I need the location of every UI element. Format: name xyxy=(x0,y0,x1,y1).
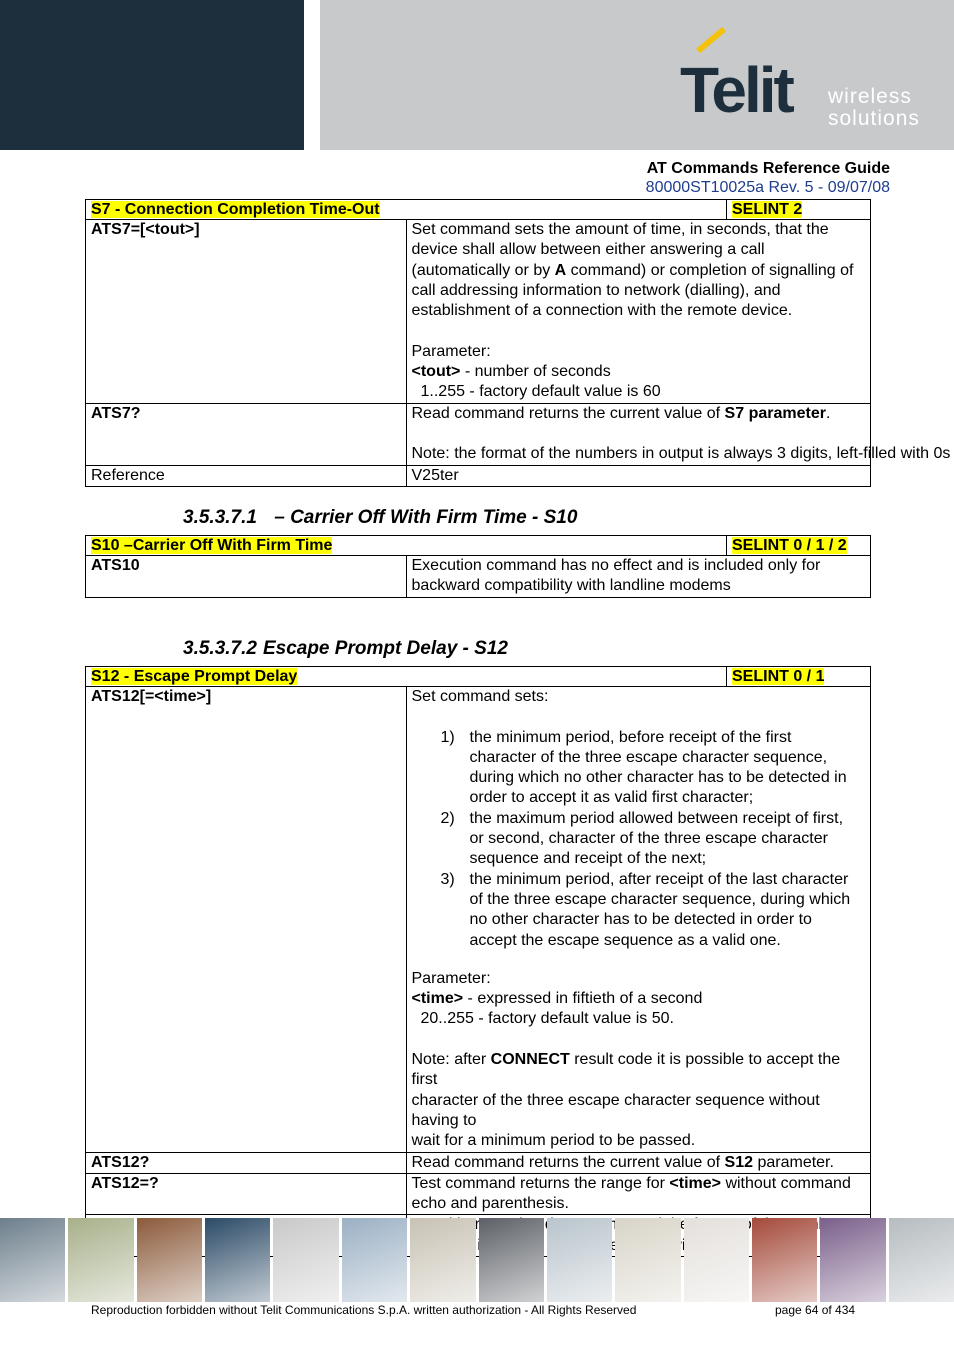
table-row xyxy=(86,1152,871,1173)
document-title: AT Commands Reference Guide xyxy=(646,160,890,177)
footer-photo-tile xyxy=(684,1218,749,1302)
footer-photo-tile xyxy=(0,1218,65,1302)
logo-tagline-line-1: wireless xyxy=(828,85,912,108)
command-cell: ATS12=? xyxy=(86,1173,407,1215)
command-cell: ATS12[=<time>] xyxy=(86,687,407,1153)
table-row xyxy=(86,220,871,404)
parameter-label: Parameter: xyxy=(411,969,491,987)
selint-badge: SELINT 2 xyxy=(732,201,803,218)
s10-command-table xyxy=(85,535,871,598)
section-number: 3.5.3.7.2 xyxy=(183,638,257,659)
table-title-cell xyxy=(86,200,727,220)
reference-value: V25ter xyxy=(406,465,871,486)
selint-badge: SELINT 0 / 1 xyxy=(732,668,825,685)
logo-wordmark: Telit xyxy=(680,54,792,126)
description-text: Read command returns the current value of S7 parameter. xyxy=(411,404,831,422)
parameter-line: <tout> - number of seconds xyxy=(411,363,611,381)
note-text: Note: the format of the numbers in output is always 3 digits, left-filled with 0s xyxy=(411,445,951,463)
footer-photo-tile xyxy=(410,1218,475,1302)
description-cell xyxy=(406,403,951,465)
selint-badge: SELINT 0 / 1 / 2 xyxy=(732,537,847,554)
footer-copyright: Reproduction forbidden without Telit Communications S.p.A. written authorization - All Rights Reserved xyxy=(91,1303,637,1317)
table-row xyxy=(86,556,871,598)
footer-photo-tile xyxy=(205,1218,270,1302)
description-cell: Execution command has no effect and is included only for backward compatibility with landline modems xyxy=(406,556,871,598)
section-heading-s10 xyxy=(183,507,577,529)
section-title: Escape Prompt Delay - S12 xyxy=(262,638,508,659)
command-cell: ATS12? xyxy=(86,1152,407,1173)
table-title-cell xyxy=(86,536,727,556)
s7-command-table xyxy=(85,199,951,487)
parameter-range: 20..255 - factory default value is 50. xyxy=(420,1010,674,1028)
footer-photo-tile xyxy=(820,1218,885,1302)
footer-photo-tile xyxy=(342,1218,407,1302)
footer-photo-tile xyxy=(547,1218,612,1302)
table-row xyxy=(86,1173,871,1215)
section-heading-s12 xyxy=(183,638,508,660)
list-item: 2) the maximum period allowed between receipt of first, or second, character of the three escape character sequence and receipt of the next; xyxy=(440,809,844,868)
description-cell xyxy=(406,687,871,1153)
list-item: 1) the minimum period, before receipt of the first character of the three escape character sequence, during which no other character has to be detected in order to accept it as valid first character; xyxy=(440,728,847,807)
parameter-line: <time> - expressed in fiftieth of a second xyxy=(411,990,703,1008)
list-item: 3) the minimum period, after receipt of the last character of the three escape character sequence, during which no other character has to be detected in order to accept the escape sequence as a valid one. xyxy=(440,870,851,949)
header-dark-panel xyxy=(0,0,304,150)
logo-tagline xyxy=(828,86,920,130)
telit-logo xyxy=(676,48,936,138)
footer-photo-tile xyxy=(68,1218,133,1302)
description-cell: Read command returns the current value of S12 parameter. xyxy=(406,1152,871,1173)
footer-photo-tile xyxy=(479,1218,544,1302)
note-line: Note: after CONNECT result code it is possible to accept the first xyxy=(411,1051,841,1089)
selint-cell xyxy=(727,200,871,220)
note-line: wait for a minimum period to be passed. xyxy=(411,1132,696,1150)
steps-list xyxy=(412,728,867,951)
footer-photo-tile xyxy=(615,1218,680,1302)
description-cell: of numbers xyxy=(406,1215,871,1257)
footer-photo-strip xyxy=(0,1218,954,1302)
table-row xyxy=(86,687,871,1153)
command-cell: ATS7? xyxy=(86,403,407,465)
footer-photo-tile xyxy=(137,1218,202,1302)
table-header-row xyxy=(86,667,871,687)
section-title: – Carrier Off With Firm Time - S10 xyxy=(268,507,578,528)
table-row xyxy=(86,465,871,486)
footer-photo-tile xyxy=(889,1218,954,1302)
table-title-cell xyxy=(86,667,727,687)
table-title: S10 –Carrier Off With Firm Time xyxy=(91,537,333,554)
note-line: character of the three escape character sequence without having to xyxy=(411,1091,820,1129)
selint-cell xyxy=(727,667,871,687)
table-title: S12 - Escape Prompt Delay xyxy=(91,668,298,685)
description-cell xyxy=(406,220,871,404)
logo-tagline-line-2: solutions xyxy=(828,107,920,130)
table-title: S7 - Connection Completion Time-Out xyxy=(91,201,380,218)
section-number: 3.5.3.7.1 xyxy=(183,507,257,528)
document-id: 80000ST10025a Rev. 5 - 09/07/08 xyxy=(645,179,890,196)
description-cell: Test command returns the range for <time> without command echo and parenthesis. xyxy=(406,1173,871,1215)
selint-cell xyxy=(727,536,871,556)
command-cell: ATS7=[<tout>] xyxy=(86,220,407,404)
footer-page-number: page 64 of 434 xyxy=(775,1303,856,1317)
table-header-row xyxy=(86,536,871,556)
footer-photo-tile xyxy=(273,1218,338,1302)
command-cell: ATS10 xyxy=(86,556,407,598)
reference-label: Reference xyxy=(86,465,407,486)
s12-command-table xyxy=(85,666,871,1257)
footer-photo-tile xyxy=(752,1218,817,1302)
document-header xyxy=(646,159,890,197)
description-text: Set command sets the amount of time, in seconds, that the device shall allow between either answering a call (automatically or by A command) or completion of signalling of call addressing information to network (dialling), and establishment of a connection with the remote device. xyxy=(411,221,854,320)
parameter-range: 1..255 - factory default value is 60 xyxy=(420,383,661,401)
table-header-row xyxy=(86,200,871,220)
table-row xyxy=(86,403,871,465)
parameter-label: Parameter: xyxy=(411,342,491,360)
description-text: Set command sets: xyxy=(411,688,549,705)
